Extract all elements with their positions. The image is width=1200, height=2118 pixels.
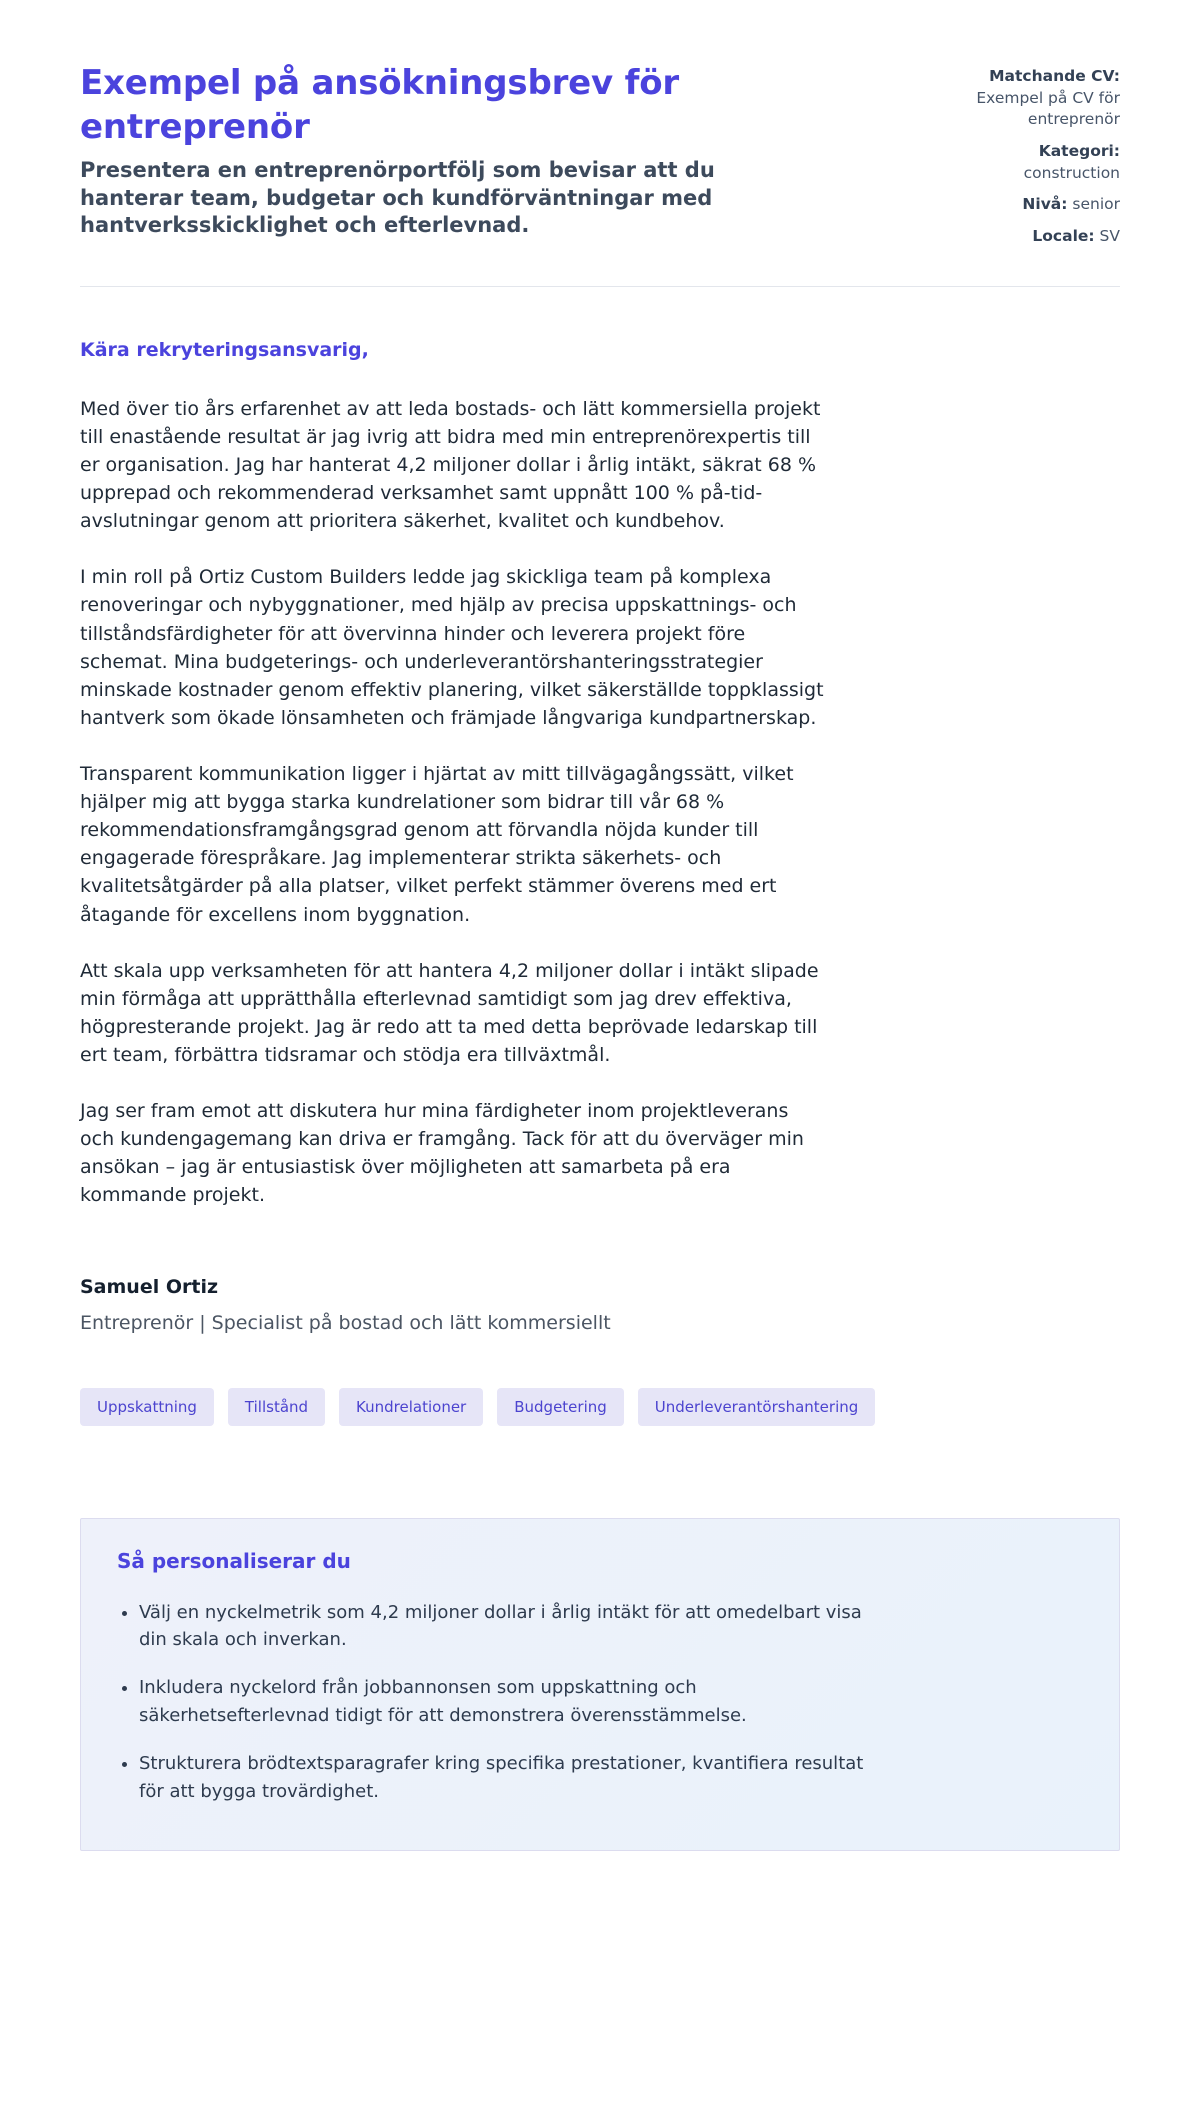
tip-item: • Inkludera nyckelord från jobbannonsen som uppskattning och säkerhetsefterlevnad tidigt för att demonstrera överensstämmelse. — [139, 1674, 877, 1730]
letter-paragraphs — [80, 395, 825, 1210]
document-header — [80, 62, 1120, 248]
category-value: construction — [1023, 163, 1120, 182]
skill-tag: Tillstånd — [228, 1388, 325, 1426]
letter-paragraph: Jag ser fram emot att diskutera hur mina färdigheter inom projektleverans och kundengagemang kan driva er framgång. Tack för att du överväger min ansökan – jag är entusiastisk över möjligheten att samarbeta på era kommande projekt. — [80, 1100, 804, 1207]
skill-tag: Underleverantörshantering — [638, 1388, 876, 1426]
page-title: Exempel på ansökningsbrev för entreprenör — [80, 63, 679, 147]
level-row — [910, 194, 1120, 216]
personalization-tips-box — [80, 1518, 1120, 1851]
letter-paragraph: Transparent kommunikation ligger i hjärtat av mitt tillvägagångssätt, vilket hjälper mig att bygga starka kundrelationer som bidrar till vår 68 % rekommendationsframgångsgrad genom att förvandla nöjda kunder till engagerade förespråkare. Jag implementerar strikta säkerhets- och kvalitetsåtgärder på alla platser, vilket perfekt stämmer överens med ert åtagande för excellens inom byggnation. — [80, 763, 794, 926]
tips-list — [117, 1599, 877, 1806]
letter-body — [80, 339, 825, 1334]
letter-greeting: Kära rekryteringsansvarig, — [80, 338, 369, 361]
level-label: Nivå: — [1022, 195, 1068, 214]
locale-label: Locale: — [1032, 227, 1095, 246]
meta-panel — [910, 62, 1120, 248]
tip-item: • Välj en nyckelmetrik som 4,2 miljoner dollar i årlig intäkt för att omedelbart visa din skala och inverkan. — [139, 1599, 877, 1655]
skill-tags — [80, 1388, 1120, 1426]
locale-value: SV — [1099, 227, 1120, 246]
matching-cv-value: Exempel på CV för entreprenör — [976, 88, 1120, 129]
signature-block — [80, 1276, 825, 1334]
level-value: senior — [1072, 195, 1120, 214]
category-label: Kategori: — [1038, 142, 1120, 161]
letter-paragraph: I min roll på Ortiz Custom Builders ledde jag skickliga team på komplexa renoveringar och nybyggnationer, med hjälp av precisa uppskattnings- och tillståndsfärdigheter för att övervinna hinder och leverera projekt före schemat. Mina budgeterings- och underleverantörshanteringsstrategier minskade kostnader genom effektiv planering, vilket säkerställde toppklassigt hantverk som ökade lönsamheten och främjade långvariga kundpartnerskap. — [80, 566, 824, 729]
skill-tag: Uppskattning — [80, 1388, 214, 1426]
skill-tag: Budgetering — [497, 1388, 624, 1426]
header-title-block — [80, 62, 740, 240]
skill-tag: Kundrelationer — [339, 1388, 483, 1426]
signature-name: Samuel Ortiz — [80, 1275, 219, 1298]
letter-paragraph: Med över tio års erfarenhet av att leda bostads- och lätt kommersiella projekt till enastående resultat är jag ivrig att bidra med min entreprenörexpertis till er organisation. Jag har hanterat 4,2 miljoner dollar i årlig intäkt, säkrat 68 % upprepad och rekommenderad verksamhet samt uppnått 100 % på-tid-avslutningar genom att prioritera säkerhet, kvalitet och kundbehov. — [80, 397, 821, 533]
tips-heading: Så personaliserar du — [117, 1548, 351, 1573]
letter-paragraph: Att skala upp verksamheten för att hantera 4,2 miljoner dollar i intäkt slipade min förmåga att upprätthålla efterlevnad samtidigt som jag drev effektiva, högpresterande projekt. Jag är redo att ta med detta beprövade ledarskap till ert team, förbättra tidsramar och stödja era tillväxtmål. — [80, 959, 819, 1066]
header-divider — [80, 286, 1120, 287]
matching-cv-label: Matchande CV: — [989, 67, 1120, 85]
signature-title: Entreprenör | Specialist på bostad och lätt kommersiellt — [80, 1311, 611, 1334]
tip-item: • Strukturera brödtextsparagrafer kring specifika prestationer, kvantifiera resultat för att bygga trovärdighet. — [139, 1750, 877, 1806]
page-subtitle: Presentera en entreprenörportfölj som bevisar att du hanterar team, budgetar och kundförväntningar med hantverksskicklighet och efterlevnad. — [80, 158, 715, 238]
locale-row — [910, 226, 1120, 248]
